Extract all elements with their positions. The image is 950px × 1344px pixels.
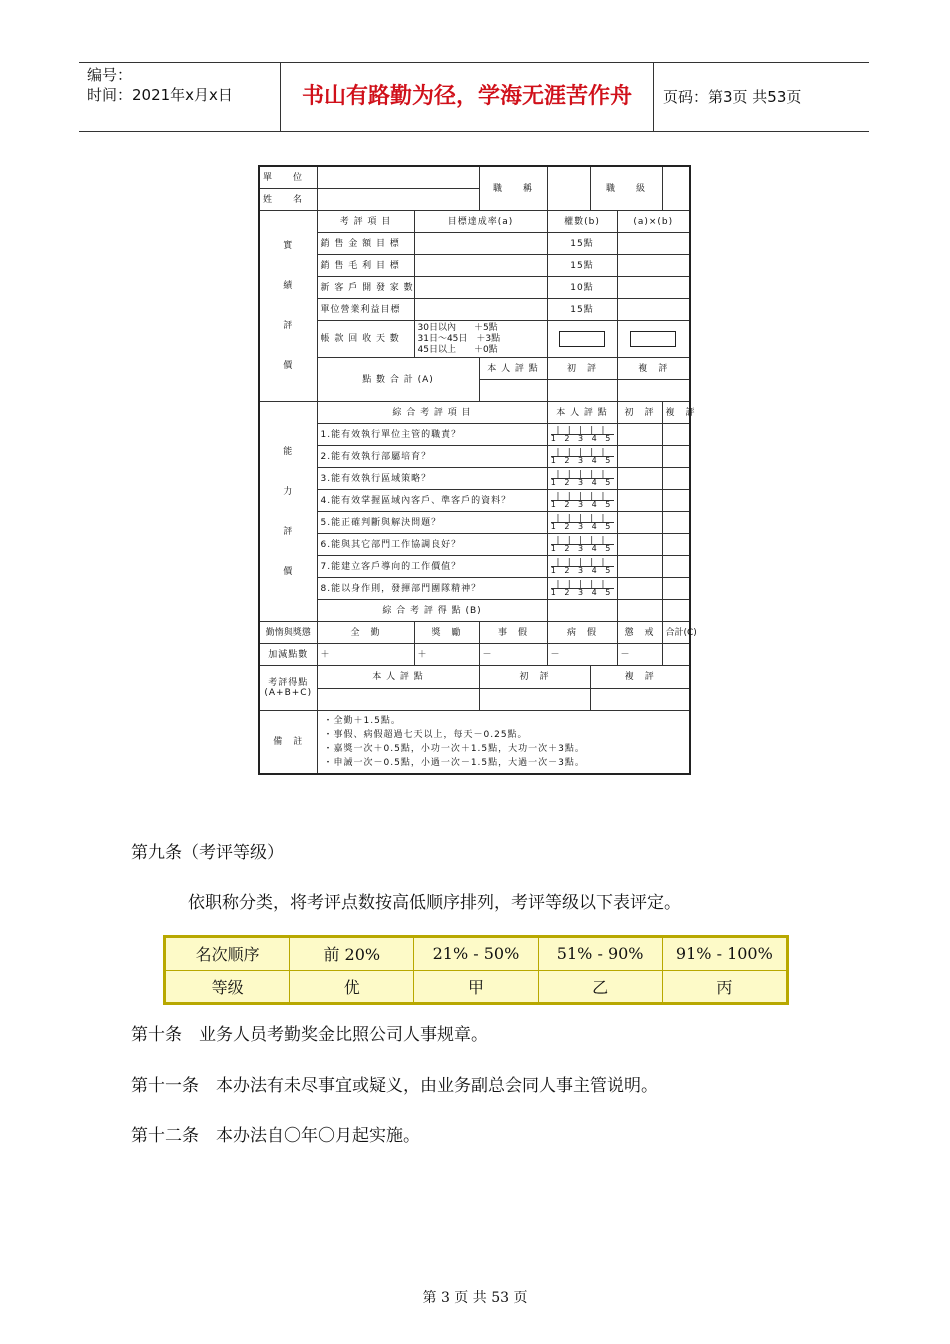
page-footer: 第 3 页 共 53 页 (422, 1290, 528, 1306)
perf-weight: 15點 (547, 299, 617, 321)
perf-self-eval-value (479, 380, 547, 402)
title-value (547, 166, 590, 211)
grade-cell: 优 (290, 970, 414, 1003)
collection-review-box (617, 321, 690, 358)
ability-scale: | | | | | 1 2 3 4 5 (547, 556, 617, 578)
ability-item: 7.能建立客戶導向的工作價值？ (317, 556, 547, 578)
perf-head-rate: 目標達成率(a) (414, 211, 547, 233)
evaluation-form (258, 165, 697, 778)
document-time-label: 时间：2021年x月x日 (87, 86, 233, 104)
score-total-a-label: 點 數 合 計 (A) (317, 358, 479, 402)
unit-label: 單 位 (259, 166, 317, 189)
grade-cell: 乙 (538, 970, 662, 1003)
final-first-eval-label: 初 評 (479, 666, 590, 689)
adjust-points-label: 加減點數 (259, 644, 317, 666)
grade-cell: 名次顺序 (166, 938, 290, 971)
ability-item: 3.能有效執行區域策略？ (317, 468, 547, 490)
performance-section-label: 實 績 評 價 (259, 211, 317, 402)
attendance-label: 勤惰與獎懲 (259, 622, 317, 644)
perf-head-item: 考 評 項 目 (317, 211, 414, 233)
attend-col-leave: 事 假 (479, 622, 547, 644)
name-label: 姓 名 (259, 189, 317, 211)
ability-total-b-label: 綜 合 考 評 得 點 (B) (317, 600, 547, 622)
adjust-value: ＋ (317, 644, 414, 666)
perf-item: 新 客 戶 開 發 家 數 (317, 277, 414, 299)
perf-first-eval-label: 初 評 (547, 358, 617, 380)
grade-cell: 51% - 90% (538, 938, 662, 971)
perf-rate-cell (414, 233, 547, 255)
perf-product-cell (617, 299, 690, 321)
ability-first-eval-label: 初 評 (617, 402, 662, 424)
ability-second-eval-label: 複 評 (662, 402, 690, 424)
perf-rate-cell (414, 299, 547, 321)
ability-head: 綜 合 考 評 項 目 (317, 402, 547, 424)
grade-cell: 等级 (166, 970, 290, 1003)
page-header (79, 62, 869, 132)
article-11: 第十一条 本办法有未尽事宜或疑义，由业务副总会同人事主管说明。 (131, 1076, 658, 1096)
adjust-value: － (617, 644, 662, 666)
grade-table-row (166, 938, 787, 971)
article-12: 第十二条 本办法自〇年〇月起实施。 (131, 1126, 420, 1146)
perf-head-weight: 權數(b) (547, 211, 617, 233)
perf-item: 單位營業利益目標 (317, 299, 414, 321)
ability-scale: | | | | | 1 2 3 4 5 (547, 468, 617, 490)
adjust-value: － (479, 644, 547, 666)
ability-item: 1.能有效執行單位主管的職責？ (317, 424, 547, 446)
header-page-number: 页码：第3页 共53页 (663, 88, 802, 106)
ability-item: 8.能以身作則，發揮部門團隊精神？ (317, 578, 547, 600)
perf-rate-cell (414, 277, 547, 299)
adjust-value: ＋ (414, 644, 479, 666)
perf-weight: 15點 (547, 233, 617, 255)
header-meta (87, 65, 279, 105)
final-self-eval-label: 本 人 評 點 (317, 666, 479, 689)
ability-scale: | | | | | 1 2 3 4 5 (547, 490, 617, 512)
attend-col-full: 全 勤 (317, 622, 414, 644)
header-motto: 书山有路勤为径，学海无涯苦作舟 (301, 84, 632, 109)
perf-rate-cell (414, 255, 547, 277)
ability-item: 4.能有效掌握區域內客戶、準客戶的資料？ (317, 490, 547, 512)
attend-col-penalty: 懲 戒 (617, 622, 662, 644)
perf-weight: 10點 (547, 277, 617, 299)
article-9-body: 依职称分类，将考评点数按高低顺序排列，考评等级以下表评定。 (188, 893, 681, 913)
final-second-eval-label: 複 評 (590, 666, 690, 689)
article-10: 第十条 业务人员考勤奖金比照公司人事规章。 (131, 1025, 488, 1045)
ability-scale: | | | | | 1 2 3 4 5 (547, 578, 617, 600)
ability-item: 6.能與其它部門工作協調良好？ (317, 534, 547, 556)
adjust-value: － (547, 644, 617, 666)
ability-section-label: 能 力 評 價 (259, 402, 317, 622)
collection-self-box (547, 321, 617, 358)
title-label: 職 稱 (479, 166, 547, 211)
perf-second-eval-label: 複 評 (617, 358, 690, 380)
grade-table-row (166, 970, 787, 1003)
grade-table (163, 935, 789, 1005)
perf-item: 銷 售 毛 利 目 標 (317, 255, 414, 277)
attend-col-sick: 病 假 (547, 622, 617, 644)
ability-self-eval-label: 本 人 評 點 (547, 402, 617, 424)
grade-level-value (662, 166, 690, 211)
ability-item: 2.能有效執行部屬培育？ (317, 446, 547, 468)
grade-cell: 前 20% (290, 938, 414, 971)
grade-cell: 21% - 50% (414, 938, 538, 971)
perf-self-eval-label: 本 人 評 點 (479, 358, 547, 380)
perf-first-eval-value (547, 380, 617, 402)
header-divider (653, 63, 654, 131)
grade-cell: 甲 (414, 970, 538, 1003)
ability-scale: | | | | | 1 2 3 4 5 (547, 534, 617, 556)
perf-head-product: (a)×(b) (617, 211, 690, 233)
collection-days-rules: 30日以內 ＋5點 31日～45日 ＋3點 45日以上 ＋0點 (414, 321, 547, 358)
perf-product-cell (617, 277, 690, 299)
grade-level-label: 職 級 (590, 166, 662, 211)
ability-scale: | | | | | 1 2 3 4 5 (547, 512, 617, 534)
article-9-heading: 第九条（考评等级） (131, 843, 284, 863)
ability-scale: | | | | | 1 2 3 4 5 (547, 446, 617, 468)
perf-second-eval-value (617, 380, 690, 402)
remarks-label: 備 註 (259, 711, 317, 775)
perf-item: 銷 售 金 額 目 標 (317, 233, 414, 255)
ability-scale: | | | | | 1 2 3 4 5 (547, 424, 617, 446)
ability-item: 5.能正確判斷與解決問題？ (317, 512, 547, 534)
collection-days-item: 帳 款 回 收 天 數 (317, 321, 414, 358)
name-value (317, 189, 479, 211)
unit-value (317, 166, 479, 189)
final-score-label: 考評得點 (A+B+C) (259, 666, 317, 711)
attend-col-total: 合計(C) (662, 622, 690, 644)
evaluation-form-table (258, 165, 697, 775)
document-number-label: 编号： (87, 66, 133, 84)
attend-col-reward: 獎 勵 (414, 622, 479, 644)
perf-weight: 15點 (547, 255, 617, 277)
grade-cell: 丙 (662, 970, 786, 1003)
perf-product-cell (617, 233, 690, 255)
perf-product-cell (617, 255, 690, 277)
grade-cell: 91% - 100% (662, 938, 786, 971)
remarks-list: ・全勤＋1.5點。 ・事假、病假超過七天以上，每天－0.25點。 ・嘉獎一次＋0.5點，小功一次＋1.5點，大功一次＋3點。 ・申誡一次－0.5點，小過一次－1.5點，大過一次－3點。 (317, 711, 690, 775)
